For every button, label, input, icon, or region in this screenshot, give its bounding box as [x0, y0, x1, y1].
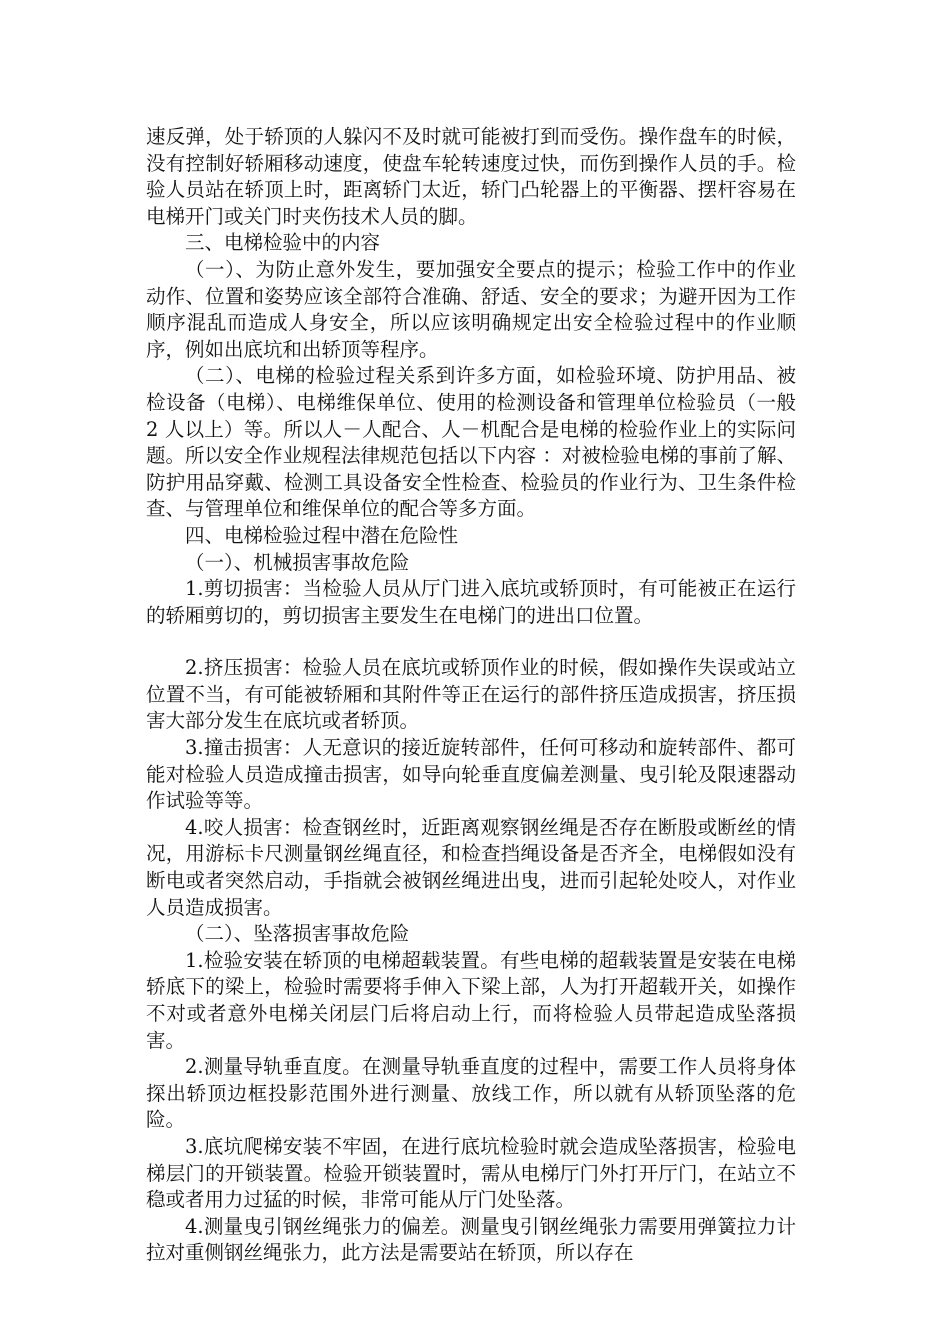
- document-body: [146, 124, 796, 1267]
- paragraph-spacer: [146, 629, 796, 655]
- paragraph-4-1-4: 4.咬人损害：检查钢丝时，近距离观察钢丝绳是否存在断股或断丝的情况，用游标卡尺测量钢丝绳直径，和检查挡绳设备是否齐全，电梯假如没有断电或者突然启动，手指就会被钢丝绳进出曳，进而引起轮处咬人，对作业人员造成损害。: [146, 815, 796, 919]
- paragraph-4-2-2: 2.测量导轨垂直度。在测量导轨垂直度的过程中，需要工作人员将身体探出轿顶边框投影范围外进行测量、放线工作，所以就有从轿顶坠落的危险。: [146, 1055, 796, 1132]
- paragraph-4-1-3: 3.撞击损害：人无意识的接近旋转部件，任何可移动和旋转部件、都可能对检验人员造成撞击损害，如导向轮垂直度偏差测量、曳引轮及限速器动作试验等等。: [146, 736, 796, 813]
- paragraph-4-2-1: 1.检验安装在轿顶的电梯超载装置。有些电梯的超载装置是安装在电梯轿底下的梁上，检验时需要将手伸入下梁上部，人为打开超载开关，如操作不对或者意外电梯关闭层门后将启动上行，而将检验人员带起造成坠落损害。: [146, 948, 796, 1052]
- paragraph-4-1-1: 1.剪切损害：当检验人员从厅门进入底坑或轿顶时，有可能被正在运行的轿厢剪切的，剪切损害主要发生在电梯门的进出口位置。: [146, 577, 796, 627]
- subsection-heading-4-2: （二）、坠落损害事故危险: [185, 922, 410, 946]
- paragraph-3-1: （一）、为防止意外发生，要加强安全要点的提示；检验工作中的作业动作、位置和姿势应该全部符合准确、舒适、安全的要求；为避开因为工作顺序混乱而造成人身安全，所以应该明确规定出安全检验过程中的作业顺序，例如出底坑和出轿顶等程序。: [146, 257, 796, 361]
- paragraph-4-2-4: 4.测量曳引钢丝绳张力的偏差。测量曳引钢丝绳张力需要用弹簧拉力计拉对重侧钢丝绳张力，此方法是需要站在轿顶，所以存在: [146, 1214, 796, 1265]
- paragraph-3-2: （二）、电梯的检验过程关系到许多方面，如检验环境、防护用品、被检设备（电梯）、电梯维保单位、使用的检测设备和管理单位检验员（一般 2 人以上）等。所以人－人配合、人－机配合是电梯的检验作业上的实际问题。所以安全作业规程法律规范包括以下内容 ：对被检验电梯的事前了解、防护用品穿戴、检测工具设备安全性检查、检验员的作业行为、卫生条件检查、与管理单位和维保单位的配合等多方面。: [146, 364, 796, 521]
- section-heading-3: 三、电梯检验中的内容: [185, 231, 381, 255]
- paragraph-4-1-2: 2.挤压损害：检验人员在底坑或轿顶作业的时候，假如操作失误或站立位置不当，有可能被轿厢和其附件等正在运行的部件挤压造成损害，挤压损害大部分发生在底坑或者轿顶。: [146, 656, 796, 733]
- subsection-heading-4-1: （一）、机械损害事故危险: [185, 550, 410, 574]
- paragraph-continuation: 速反弹，处于轿顶的人躲闪不及时就可能被打到而受伤。操作盘车的时候，没有控制好轿厢移动速度，使盘车轮转速度过快，而伤到操作人员的手。检验人员站在轿顶上时，距离轿门太近，轿门凸轮器上的平衡器、摆杆容易在电梯开门或关门时夹伤技术人员的脚。: [146, 125, 796, 228]
- section-heading-4: 四、电梯检验过程中潜在危险性: [185, 523, 459, 547]
- paragraph-4-2-3: 3.底坑爬梯安装不牢固，在进行底坑检验时就会造成坠落损害，检验电梯层门的开锁装置。检验开锁装置时，需从电梯厅门外打开厅门，在站立不稳或者用力过猛的时候，非常可能从厅门处坠落。: [146, 1134, 796, 1212]
